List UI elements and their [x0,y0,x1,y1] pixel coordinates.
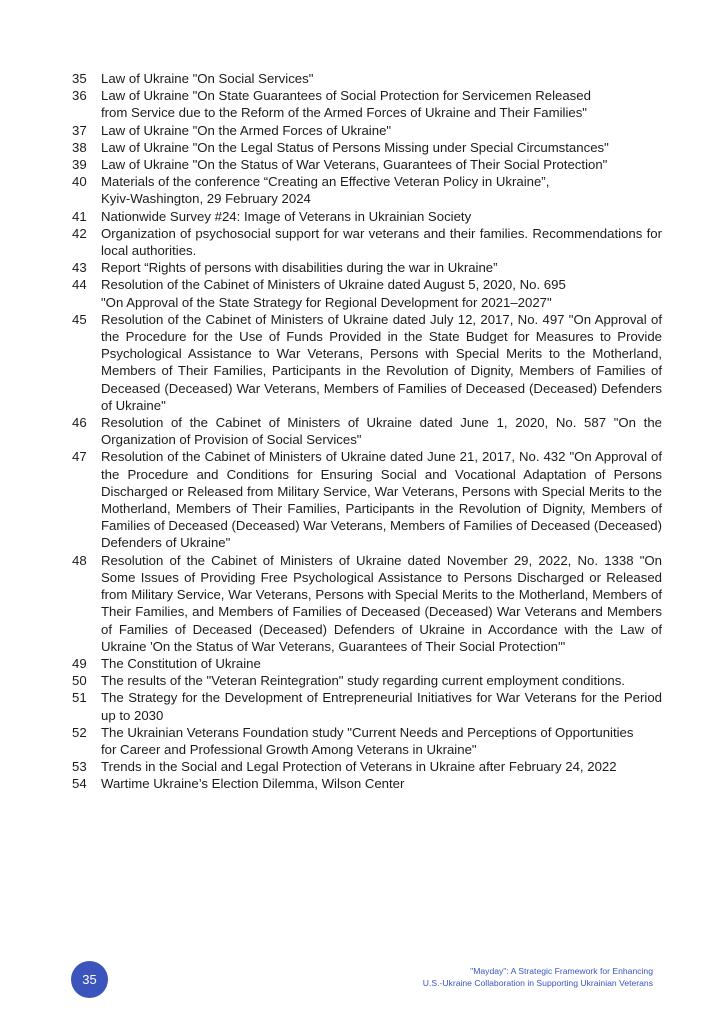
reference-item [72,724,662,758]
reference-number: 42 [72,225,87,241]
reference-number: 35 [72,71,87,86]
reference-item [72,689,662,723]
reference-item [72,448,662,551]
reference-text: Organization of psychosocial support for war veterans and their families. Recommendations for local authorities. [101,225,662,259]
reference-item [72,70,662,87]
reference-text: Trends in the Social and Legal Protection of Veterans in Ukraine after February 24, 2022 [101,759,617,775]
reference-number: 50 [72,673,87,689]
reference-item [72,672,662,689]
reference-item [72,173,662,207]
footer-document-title [423,966,653,989]
reference-number: 45 [72,311,87,327]
reference-item [72,311,662,414]
footer-title-line-1: "Mayday": A Strategic Framework for Enhancing [470,966,653,976]
reference-list [72,70,662,793]
reference-item [72,414,662,448]
reference-number: 51 [72,690,87,706]
reference-number: 36 [72,88,87,104]
reference-text: Law of Ukraine "On the Legal Status of Persons Missing under Special Circumstances" [101,139,609,155]
reference-text: Nationwide Survey #24: Image of Veterans in Ukrainian Society [101,208,472,224]
reference-text: Law of Ukraine "On the Status of War Veterans, Guarantees of Their Social Protection" [101,157,608,173]
reference-text: Resolution of the Cabinet of Ministers of Ukraine dated August 5, 2020, No. 695 "On Approval of the State Strategy for Regional Development for 2021–2027" [101,277,566,310]
reference-item [72,259,662,276]
reference-text: The Constitution of Ukraine [101,655,261,671]
reference-text: The Ukrainian Veterans Foundation study "Current Needs and Perceptions of Opportunities for Career and Professional Growth Among Veterans in Ukraine" [101,724,634,757]
reference-number: 37 [72,122,87,138]
reference-number: 48 [72,552,87,568]
reference-text: Resolution of the Cabinet of Ministers of Ukraine dated June 1, 2020, No. 587 "On the Organization of Provision of Social Services" [101,415,662,448]
reference-number: 52 [72,724,87,740]
reference-text: The Strategy for the Development of Entrepreneurial Initiatives for War Veterans for the Period up to 2030 [101,690,662,723]
reference-item [72,208,662,225]
reference-text: Law of Ukraine "On State Guarantees of Social Protection for Servicemen Released from Service due to the Reform of the Armed Forces of Ukraine and Their Families" [101,88,591,121]
reference-text: The results of the "Veteran Reintegration" study regarding current employment conditions. [101,673,625,689]
reference-item [72,225,662,259]
reference-text: Report “Rights of persons with disabilities during the war in Ukraine” [101,260,498,276]
reference-text: Law of Ukraine "On the Armed Forces of Ukraine" [101,122,392,138]
reference-number: 54 [72,776,87,792]
reference-text: Law of Ukraine "On Social Services" [101,71,314,86]
reference-item [72,276,662,310]
reference-item [72,655,662,672]
reference-text: Resolution of the Cabinet of Ministers of Ukraine dated July 12, 2017, No. 497 "On Approval of the Procedure for the Use of Funds Provided in the State Budget for Measures to Provide Psychological Assistance to War Veterans, Persons with Special Merits to the Motherland, Members of Their Families, Participants in the Revolution of Dignity, Members of Families of Deceased (Deceased) War Veterans, Members of Families of Deceased (Deceased) Defenders of Ukraine" [101,311,662,413]
reference-number: 39 [72,157,87,173]
reference-text: Resolution of the Cabinet of Ministers of Ukraine dated June 21, 2017, No. 432 "On Approval of the Procedure and Conditions for Ensuring Social and Vocational Adaptation of Persons Discharged or Released from Military Service, War Veterans, Persons with Special Merits to the Motherland, Members of Their Families, Participants in the Revolution of Dignity, Members of Families of Deceased (Deceased) War Veterans, Members of Families of Deceased (Deceased) Defenders of Ukraine" [101,449,662,551]
reference-number: 44 [72,277,87,293]
reference-text: Resolution of the Cabinet of Ministers of Ukraine dated November 29, 2022, No. 1338 "On Some Issues of Providing Free Psychological Assistance to Persons Discharged or Released from Military Service, War Veterans, Persons with Special Merits to the Motherland, Members of Their Families, and Members of Families of Deceased (Deceased) War Veterans and Members of Families of Deceased (Deceased) Defenders of Ukraine in Accordance with the Law of Ukraine 'On the Status of War Veterans, Guarantees of Their Social Protection'" [101,552,662,654]
reference-text: Wartime Ukraine’s Election Dilemma, Wilson Center [101,776,405,792]
reference-item [72,775,662,792]
reference-item [72,758,662,775]
reference-item [72,122,662,139]
footer-title-line-2: U.S.-Ukraine Collaboration in Supporting Ukrainian Veterans [422,977,653,988]
reference-item [72,87,662,121]
reference-item [72,139,662,156]
reference-number: 41 [72,208,87,224]
page-number-badge: 35 [71,961,108,998]
reference-number: 53 [72,759,87,775]
reference-number: 46 [72,415,87,431]
reference-item [72,552,662,655]
reference-number: 43 [72,260,87,276]
reference-text: Materials of the conference “Creating an Effective Veteran Policy in Ukraine”, Kyiv-Washington, 29 February 2024 [101,174,550,207]
reference-number: 49 [72,655,87,671]
reference-number: 47 [72,449,87,465]
reference-number: 38 [72,139,87,155]
reference-item [72,156,662,173]
reference-number: 40 [72,174,87,190]
